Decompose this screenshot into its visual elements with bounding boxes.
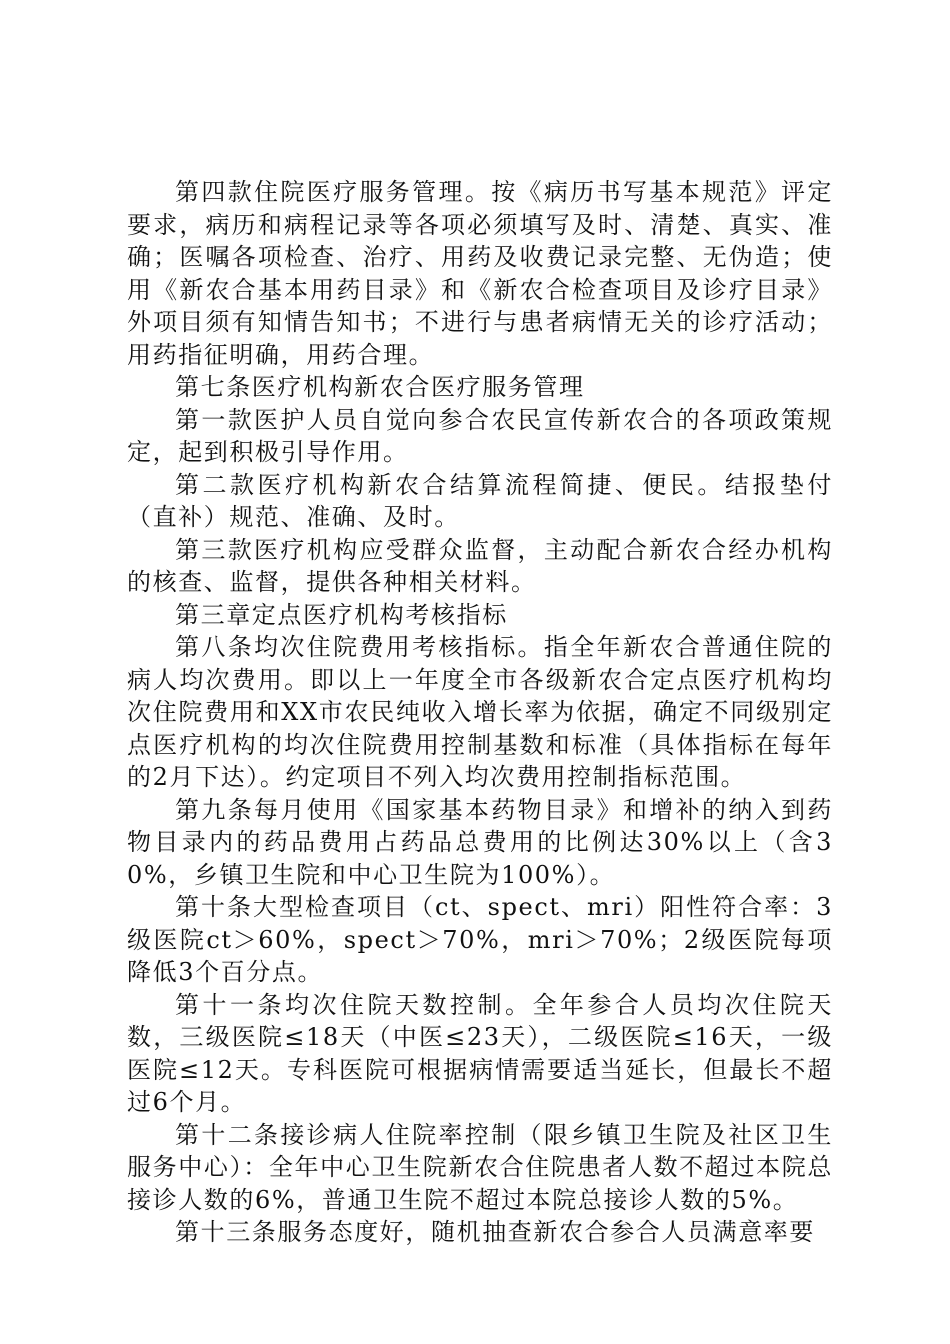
paragraph-article-11: 第十一条均次住院天数控制。全年参合人员均次住院天数，三级医院≤18天（中医≤23天），二级医院≤16天，一级医院≤12天。专科医院可根据病情需要适当延长，但最长不超过6个月。 (127, 990, 833, 1116)
paragraph-article-9: 第九条每月使用《国家基本药物目录》和增补的纳入到药物目录内的药品费用占药品总费用的比例达30%以上（含30%，乡镇卫生院和中心卫生院为100%）。 (127, 795, 833, 889)
paragraph-article-7-clause-3: 第三款医疗机构应受群众监督，主动配合新农合经办机构的核查、监督，提供各种相关材料。 (127, 535, 833, 596)
heading-article-7: 第七条医疗机构新农合医疗服务管理 (175, 373, 585, 401)
paragraph-article-7-clause-2: 第二款医疗机构新农合结算流程简捷、便民。结报垫付（直补）规范、准确、及时。 (127, 470, 833, 531)
paragraph-article-4-clause-4: 第四款住院医疗服务管理。按《病历书写基本规范》评定要求，病历和病程记录等各项必须填写及时、清楚、真实、准确；医嘱各项检查、治疗、用药及收费记录完整、无伪造；使用《新农合基本用药目录》和《新农合检查项目及诊疗目录》外项目须有知情告知书；不进行与患者病情无关的诊疗活动；用药指征明确，用药合理。 (127, 178, 833, 369)
paragraph-article-12: 第十二条接诊病人住院率控制（限乡镇卫生院及社区卫生服务中心）：全年中心卫生院新农合住院患者人数不超过本院总接诊人数的6%，普通卫生院不超过本院总接诊人数的5%。 (127, 1120, 833, 1214)
paragraph-article-7-clause-1: 第一款医护人员自觉向参合农民宣传新农合的各项政策规定，起到积极引导作用。 (127, 405, 833, 466)
paragraph-article-10: 第十条大型检查项目（ct、spect、mri）阳性符合率：3级医院ct＞60%，spect＞70%，mri＞70%；2级医院每项降低3个百分点。 (127, 893, 833, 986)
paragraph-article-13: 第十三条服务态度好，随机抽查新农合参合人员满意率要 (175, 1218, 815, 1246)
document-body (127, 176, 833, 1249)
paragraph-article-8: 第八条均次住院费用考核指标。指全年新农合普通住院的病人均次费用。即以上一年度全市各级新农合定点医疗机构均次住院费用和XX市农民纯收入增长率为依据，确定不同级别定点医疗机构的均次住院费用控制基数和标准（具体指标在每年的2月下达）。约定项目不列入均次费用控制指标范围。 (127, 633, 833, 791)
heading-chapter-3: 第三章定点医疗机构考核指标 (175, 600, 508, 629)
